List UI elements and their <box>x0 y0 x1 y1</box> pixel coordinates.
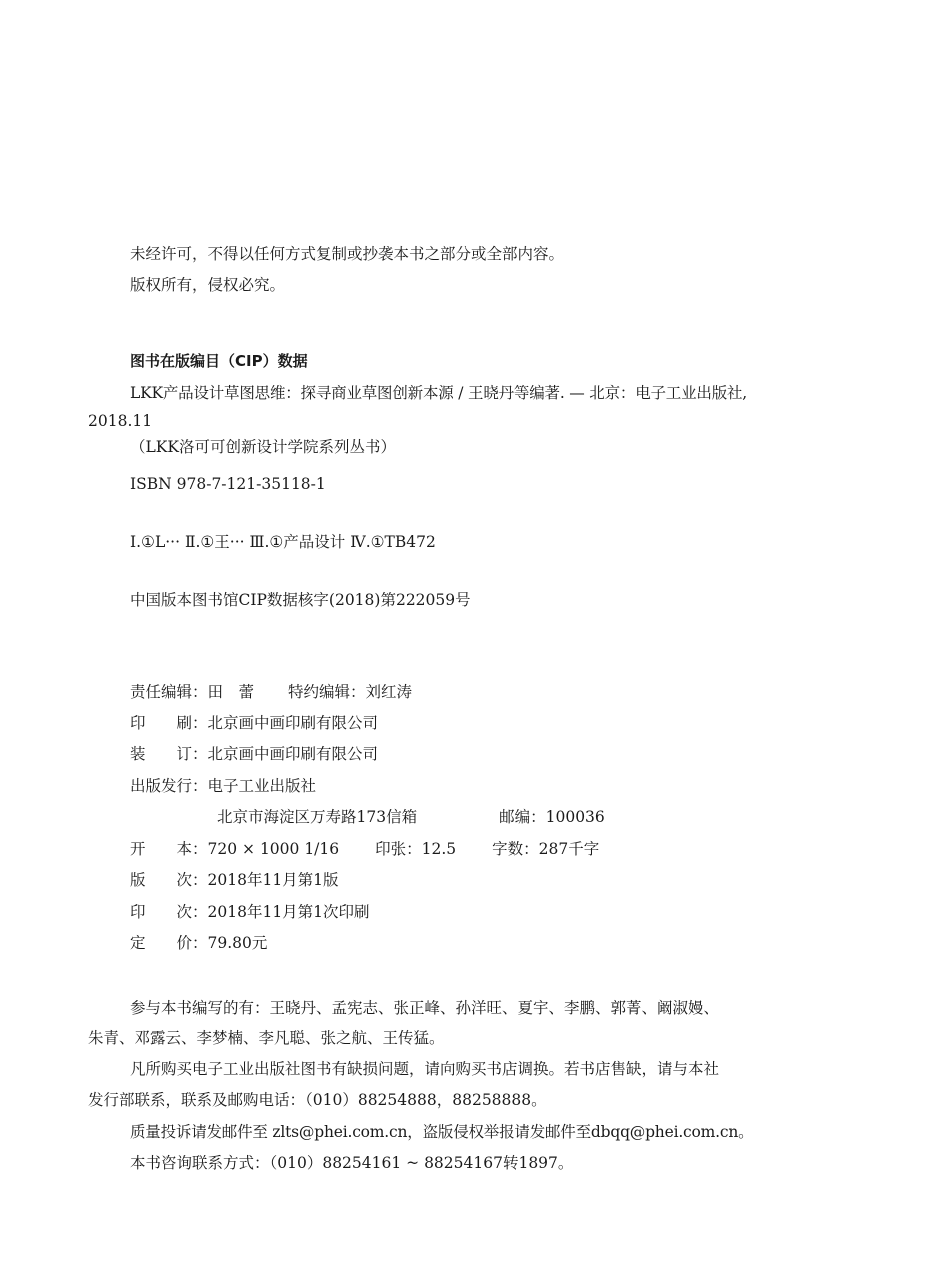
price-label: 定 价： <box>130 934 208 952</box>
impression-row <box>130 901 370 923</box>
format-row <box>130 838 599 860</box>
address: 北京市海淀区万寿路173信箱 <box>217 808 418 826</box>
price-value: 79.80元 <box>207 934 268 952</box>
edition-value: 2018年11月第1版 <box>207 871 339 889</box>
publisher-row <box>130 775 316 797</box>
printing-value: 北京画中画印刷有限公司 <box>207 714 379 732</box>
format-value: 720 × 1000 1/16 <box>207 840 340 858</box>
special-editor-value: 刘红涛 <box>365 683 413 701</box>
complaint-line: 质量投诉请发邮件至 zlts@phei.com.cn，盗版侵权举报请发邮件至dbqq@phei.com.cn。 <box>130 1123 754 1141</box>
words-value: 287千字 <box>538 840 600 858</box>
binding-label: 装 订： <box>130 745 208 763</box>
cip-isbn: ISBN 978-7-121-35118-1 <box>130 475 326 493</box>
impression-value: 2018年11月第1次印刷 <box>207 903 370 921</box>
price-row <box>130 932 267 954</box>
editor-label: 责任编辑： <box>130 683 208 701</box>
edition-label: 版 次： <box>130 871 208 889</box>
words-label: 字数： <box>492 840 539 858</box>
publisher-label: 出版发行： <box>130 777 208 795</box>
authors-line2: 朱青、邓露云、李梦楠、李凡聪、张之航、王传猛。 <box>88 1029 445 1047</box>
binding-row <box>130 743 378 765</box>
edition-row <box>130 869 339 891</box>
cip-heading: 图书在版编目（CIP）数据 <box>130 352 308 370</box>
publisher-value: 电子工业出版社 <box>207 777 317 795</box>
printing-label: 印 刷： <box>130 714 208 732</box>
cip-entry-line2: 2018.11 <box>88 412 153 430</box>
postcode-value: 100036 <box>545 808 605 826</box>
special-editor-label: 特约编辑： <box>288 683 366 701</box>
editor-value: 田 蕾 <box>207 683 255 701</box>
consult-line: 本书咨询联系方式：（010）88254161 ~ 88254167转1897。 <box>130 1154 574 1172</box>
cip-record-number: 中国版本图书馆CIP数据核字(2018)第222059号 <box>130 591 471 609</box>
defect-line1: 凡所购买电子工业出版社图书有缺损问题，请向购买书店调换。若书店售缺，请与本社 <box>130 1060 720 1078</box>
sheets-label: 印张： <box>375 840 422 858</box>
impression-label: 印 次： <box>130 903 208 921</box>
cip-entry-line1: LKK产品设计草图思维：探寻商业草图创新本源 / 王晓丹等编著. — 北京：电子工业出版社, <box>130 384 748 402</box>
cip-classification: Ⅰ.①L··· Ⅱ.①王··· Ⅲ.①产品设计 Ⅳ.①TB472 <box>130 533 436 551</box>
binding-value: 北京画中画印刷有限公司 <box>207 745 379 763</box>
sheets-value: 12.5 <box>421 840 457 858</box>
address-row <box>217 806 605 828</box>
authors-line1: 参与本书编写的有：王晓丹、孟宪志、张正峰、孙洋旺、夏宇、李鹏、郭菁、阚淑嫚、 <box>130 999 720 1017</box>
postcode-label: 邮编： <box>499 808 546 826</box>
cip-series: （LKK洛可可创新设计学院系列丛书） <box>130 438 396 456</box>
printing-row <box>130 712 378 734</box>
format-label: 开 本： <box>130 840 208 858</box>
rights-reserved: 版权所有，侵权必究。 <box>130 276 286 294</box>
editor-row <box>130 681 412 703</box>
defect-line2: 发行部联系，联系及邮购电话：（010）88254888，88258888。 <box>88 1091 547 1109</box>
copyright-notice: 未经许可，不得以任何方式复制或抄袭本书之部分或全部内容。 <box>130 245 565 263</box>
